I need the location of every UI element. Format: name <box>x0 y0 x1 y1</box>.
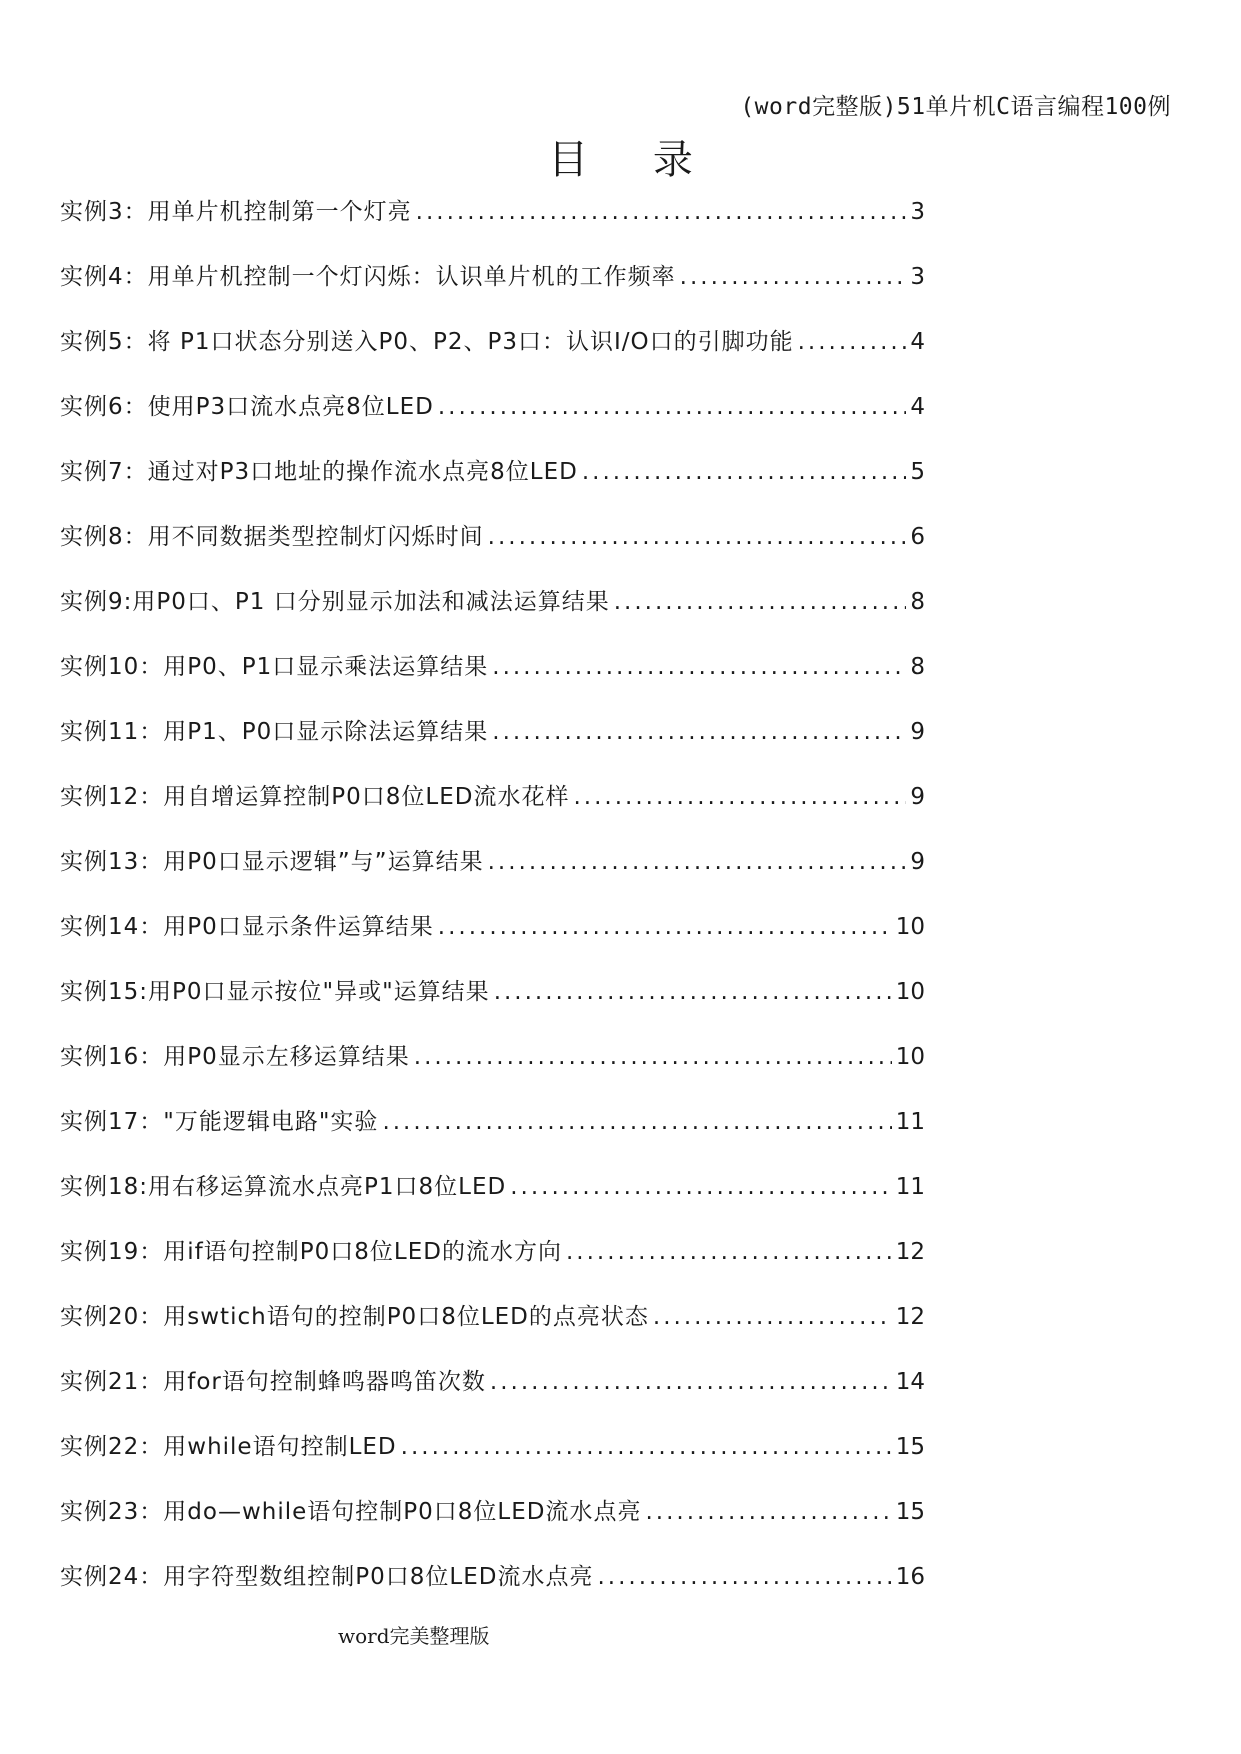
toc-entry-label: 实例18:用右移运算流水点亮P1口8位LED <box>60 1174 507 1200</box>
toc-entry-label: 实例24：用字符型数组控制P0口8位LED流水点亮 <box>60 1564 594 1590</box>
toc-entry-page-number: 15 <box>895 1434 925 1460</box>
toc-entry-label: 实例3：用单片机控制第一个灯亮 <box>60 199 412 225</box>
toc-entry-label: 实例12：用自增运算控制P0口8位LED流水花样 <box>60 784 570 810</box>
toc-entry-page-number: 6 <box>910 524 925 550</box>
toc-entry-label: 实例7：通过对P3口地址的操作流水点亮8位LED <box>60 459 578 485</box>
toc-entry-label: 实例22：用while语句控制LED <box>60 1434 397 1460</box>
toc-entry-page-number: 9 <box>910 849 925 875</box>
toc-entry[interactable] <box>60 648 925 713</box>
toc-entry[interactable] <box>60 1168 925 1233</box>
toc-entry-page-number: 8 <box>910 654 925 680</box>
toc-entry[interactable] <box>60 1298 925 1363</box>
toc-entry[interactable] <box>60 1038 925 1103</box>
toc-entry[interactable] <box>60 1103 925 1168</box>
toc-entry-label: 实例19：用if语句控制P0口8位LED的流水方向 <box>60 1239 562 1265</box>
toc-entry-label: 实例6：使用P3口流水点亮8位LED <box>60 394 434 420</box>
toc-entry-page-number: 14 <box>895 1369 925 1395</box>
toc-entry-label: 实例15:用P0口显示按位"异或"运算结果 <box>60 979 490 1005</box>
toc-entry-label: 实例5：将 P1口状态分别送入P0、P2、P3口：认识I/O口的引脚功能 <box>60 329 794 355</box>
toc-entry-label: 实例8：用不同数据类型控制灯闪烁时间 <box>60 524 484 550</box>
toc-entry[interactable] <box>60 843 925 908</box>
dot-leader <box>597 1564 891 1590</box>
toc-entry-page-number: 15 <box>895 1499 925 1525</box>
toc-entry-label: 实例16：用P0显示左移运算结果 <box>60 1044 410 1070</box>
toc-entry[interactable] <box>60 388 925 453</box>
toc-entry-page-number: 9 <box>910 784 925 810</box>
toc-entry[interactable] <box>60 258 925 323</box>
toc-entry-page-number: 4 <box>910 329 925 355</box>
toc-entry[interactable] <box>60 323 925 388</box>
toc-entry-page-number: 9 <box>910 719 925 745</box>
dot-leader <box>490 1369 892 1395</box>
toc-entry-page-number: 12 <box>895 1304 925 1330</box>
toc-entry[interactable] <box>60 193 925 258</box>
toc-entry-label: 实例9:用P0口、P1 口分别显示加法和减法运算结果 <box>60 589 610 615</box>
toc-entry-page-number: 10 <box>895 1044 925 1070</box>
toc-entry-page-number: 5 <box>910 459 925 485</box>
toc-entry[interactable] <box>60 1493 925 1558</box>
toc-entry[interactable] <box>60 453 925 518</box>
toc-entry-label: 实例20：用swtich语句的控制P0口8位LED的点亮状态 <box>60 1304 649 1330</box>
toc-entry-label: 实例10：用P0、P1口显示乘法运算结果 <box>60 654 489 680</box>
toc-entry-page-number: 4 <box>910 394 925 420</box>
dot-leader <box>582 459 907 485</box>
toc-entry-page-number: 11 <box>895 1174 925 1200</box>
dot-leader <box>680 264 907 290</box>
dot-leader <box>492 654 906 680</box>
toc-entry-page-number: 11 <box>895 1109 925 1135</box>
dot-leader <box>488 849 907 875</box>
dot-leader <box>382 1109 891 1135</box>
toc-entry-page-number: 8 <box>910 589 925 615</box>
dot-leader <box>494 979 892 1005</box>
toc-entry[interactable] <box>60 1363 925 1428</box>
dot-leader <box>492 719 906 745</box>
toc-list <box>60 193 925 1623</box>
toc-entry[interactable] <box>60 583 925 648</box>
dot-leader <box>566 1239 892 1265</box>
dot-leader <box>438 394 907 420</box>
toc-entry[interactable] <box>60 908 925 973</box>
toc-entry-page-number: 10 <box>895 914 925 940</box>
dot-leader <box>401 1434 892 1460</box>
dot-leader <box>798 329 907 355</box>
toc-entry-label: 实例17："万能逻辑电路"实验 <box>60 1109 379 1135</box>
dot-leader <box>438 914 892 940</box>
toc-entry-page-number: 10 <box>895 979 925 1005</box>
toc-entry[interactable] <box>60 1233 925 1298</box>
toc-entry[interactable] <box>60 1558 925 1623</box>
page-footer: word完美整理版 <box>338 1624 490 1648</box>
toc-entry-page-number: 3 <box>910 264 925 290</box>
toc-entry-label: 实例23：用do—while语句控制P0口8位LED流水点亮 <box>60 1499 642 1525</box>
dot-leader <box>510 1174 892 1200</box>
toc-entry-label: 实例21：用for语句控制蜂鸣器鸣笛次数 <box>60 1369 486 1395</box>
toc-entry-page-number: 16 <box>895 1564 925 1590</box>
toc-title: 目 录 <box>548 137 719 183</box>
toc-entry-page-number: 3 <box>910 199 925 225</box>
toc-entry[interactable] <box>60 778 925 843</box>
toc-entry[interactable] <box>60 973 925 1038</box>
toc-entry[interactable] <box>60 1428 925 1493</box>
toc-entry-label: 实例13：用P0口显示逻辑”与”运算结果 <box>60 849 484 875</box>
dot-leader <box>645 1499 891 1525</box>
dot-leader <box>573 784 906 810</box>
toc-entry-label: 实例11：用P1、P0口显示除法运算结果 <box>60 719 489 745</box>
dot-leader <box>653 1304 892 1330</box>
toc-entry-label: 实例14：用P0口显示条件运算结果 <box>60 914 434 940</box>
dot-leader <box>488 524 907 550</box>
dot-leader <box>416 199 907 225</box>
toc-entry-label: 实例4：用单片机控制一个灯闪烁：认识单片机的工作频率 <box>60 264 676 290</box>
dot-leader <box>414 1044 892 1070</box>
page-header: (word完整版)51单片机C语言编程100例 <box>740 94 1171 120</box>
toc-entry[interactable] <box>60 713 925 778</box>
toc-entry[interactable] <box>60 518 925 583</box>
toc-entry-page-number: 12 <box>895 1239 925 1265</box>
dot-leader <box>614 589 907 615</box>
